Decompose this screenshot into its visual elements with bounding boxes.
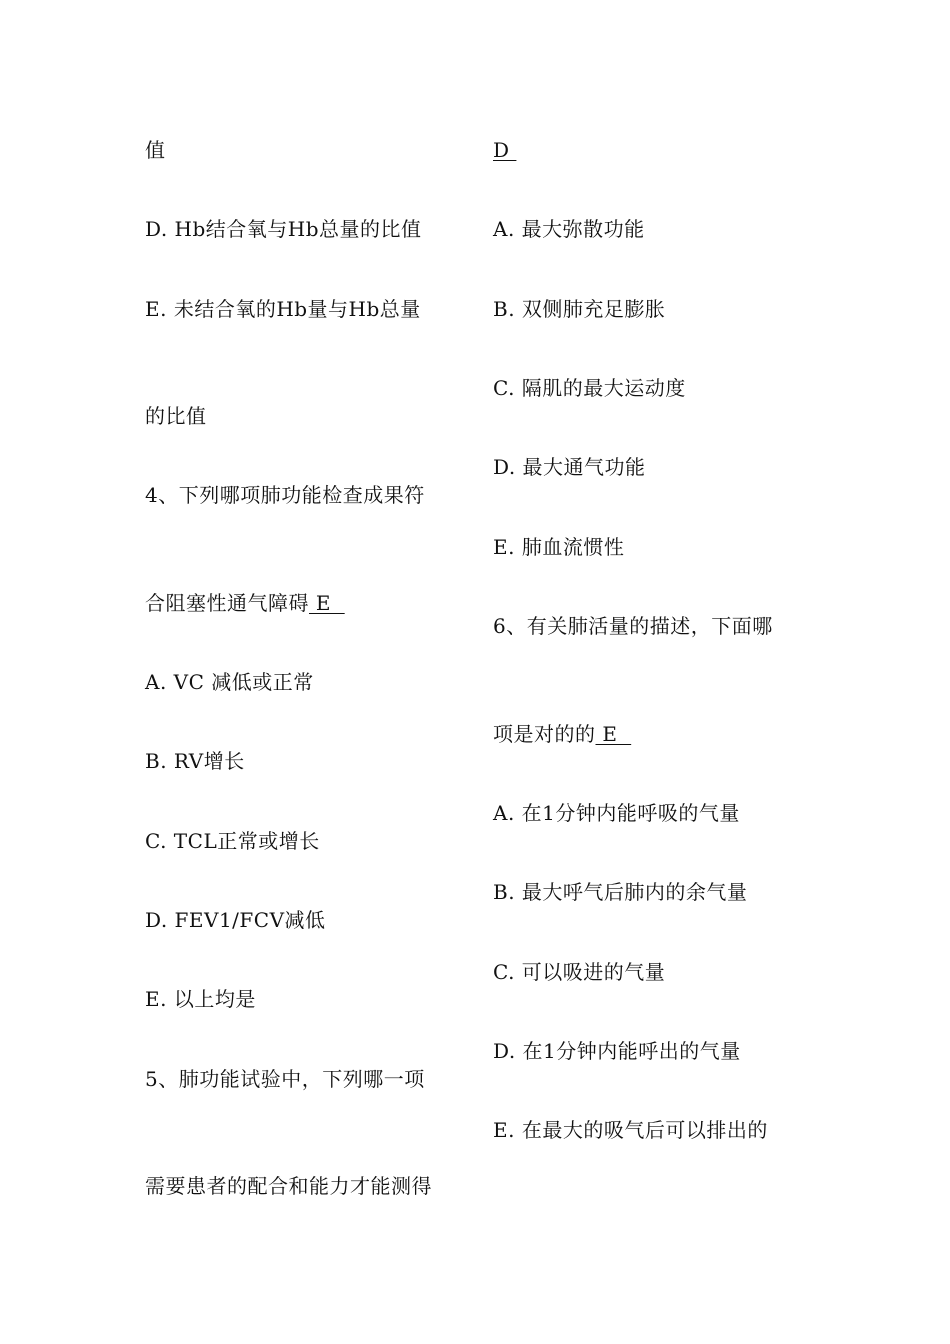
question-4-option-c: C. TCL正常或增长: [145, 829, 320, 853]
question-6-option-a: A. 在1分钟内能呼吸的气量: [493, 801, 740, 825]
question-6-option-e: E. 在最大的吸气后可以排出的: [493, 1118, 768, 1142]
question-6-answer-blank: E: [595, 722, 632, 746]
question-4-answer-blank: E: [309, 591, 345, 615]
text-line: 的比值: [145, 404, 207, 428]
question-5-option-e: E. 肺血流惯性: [493, 535, 625, 559]
question-5-stem-cont: 需要患者的配合和能力才能测得: [145, 1174, 432, 1198]
question-6-stem: 6、有关肺活量的描述，下面哪: [493, 614, 773, 638]
question-6-stem-cont: [493, 722, 631, 746]
question-5-option-c: C. 隔肌的最大运动度: [493, 376, 686, 400]
question-5-answer-blank: D: [493, 138, 517, 162]
question-4-option-b: B. RV增长: [145, 749, 245, 773]
question-4-stem-cont: [145, 591, 345, 615]
question-4-stem-text: 合阻塞性通气障碍: [145, 591, 309, 615]
question-5-option-a: A. 最大弥散功能: [493, 217, 645, 241]
question-4-option-a: A. VC 减低或正常: [145, 670, 314, 694]
question-6-option-c: C. 可以吸进的气量: [493, 960, 666, 984]
question-5-answer-line: [493, 138, 516, 162]
text-line: 值: [145, 138, 166, 162]
question-5-option-b: B. 双侧肺充足膨胀: [493, 297, 666, 321]
question-4-stem: 4、下列哪项肺功能检查成果符: [145, 483, 425, 507]
question-4-option-d: D. FEV1/FCV减低: [145, 908, 326, 932]
question-5-option-d: D. 最大通气功能: [493, 455, 646, 479]
question-4-option-e: E. 以上均是: [145, 987, 256, 1011]
question-6-option-b: B. 最大呼气后肺内的余气量: [493, 880, 748, 904]
question-5-stem: 5、肺功能试验中，下列哪一项: [145, 1067, 425, 1091]
question-6-stem-text: 项是对的的: [493, 722, 596, 746]
option-e-text: E. 未结合氧的Hb量与Hb总量: [145, 297, 421, 321]
question-6-option-d: D. 在1分钟内能呼出的气量: [493, 1039, 741, 1063]
option-d-text: D. Hb结合氧与Hb总量的比值: [145, 217, 422, 241]
